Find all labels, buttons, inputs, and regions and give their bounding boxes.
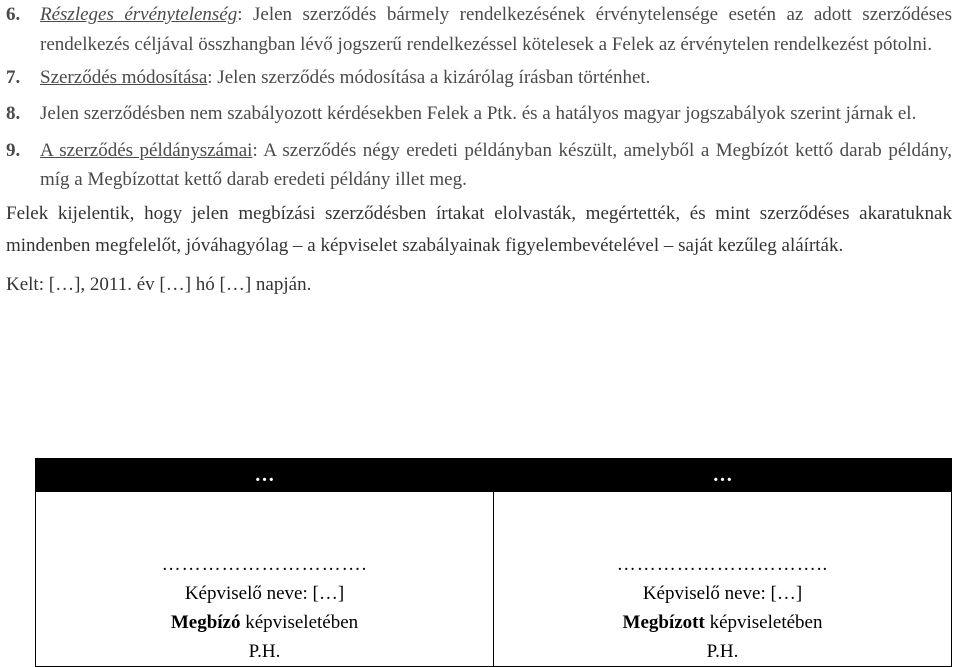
clause-8-text: Jelen szerződésben nem szabályozott kérdésekben Felek a Ptk. és a hatályos magyar jogszabályok szerint járnak el. xyxy=(40,103,917,124)
role-left-suffix: képviseletében xyxy=(240,612,359,633)
role-left xyxy=(36,608,493,637)
role-right-suffix: képviseletében xyxy=(704,612,823,633)
date-line: Kelt: […], 2011. év […] hó […] napján. xyxy=(6,274,312,295)
clause-6-text: : Jelen szerződés bármely rendelkezésének érvénytelensége esetén az adott szerződéses rendelkezés céljával összhangban lévő jogszerű rendelkezéssel kötelesek a Felek az érvénytelen rendelkezést pótolni. xyxy=(40,4,952,55)
signature-table xyxy=(35,458,952,667)
clause-7-number: 7. xyxy=(6,67,21,88)
representative-name-left: Képviselő neve: […] xyxy=(184,583,345,604)
signature-line-left: …………………………. xyxy=(161,554,368,575)
stamp-left: P.H. xyxy=(248,641,281,662)
signature-block-left xyxy=(36,492,494,667)
clause-9-text: : A szerződés négy eredeti példányban készült, amelyből a Megbízót kettő darab példány, míg a Megbízottat kettő darab eredeti példány illet meg. xyxy=(40,140,952,190)
clause-6-title: Részleges érvénytelenség xyxy=(40,4,238,25)
signature-body-row xyxy=(36,492,952,667)
closing-paragraph: Felek kijelentik, hogy jelen megbízási szerződésben írtakat elolvasták, megértették, és mint szerződéses akaratuknak mindenben megfelelőt, jóváhagyólag – a képviselet szabályainak figyelembevételével – saját kezűleg aláírták. xyxy=(6,203,952,256)
role-left-name: Megbízó xyxy=(170,612,241,633)
signature-line-right: ………………………….. xyxy=(616,554,829,575)
clause-7-text: : Jelen szerződés módosítása a kizárólag írásban történhet. xyxy=(207,67,651,88)
clause-9 xyxy=(6,136,952,194)
stamp-right: P.H. xyxy=(706,641,739,662)
role-right-name: Megbízott xyxy=(622,612,705,633)
representative-name-right: Képviselő neve: […] xyxy=(642,583,803,604)
signature-header-row xyxy=(36,459,952,492)
signature-header-right: … xyxy=(494,459,952,492)
clause-6 xyxy=(6,0,952,60)
clause-7-title: Szerződés módosítása xyxy=(40,67,208,88)
clause-9-number: 9. xyxy=(6,140,21,161)
clause-8-number: 8. xyxy=(6,103,21,124)
clause-6-number: 6. xyxy=(6,4,21,25)
role-right xyxy=(494,608,951,637)
document-page xyxy=(6,0,952,300)
clause-9-title: A szerződés példányszámai xyxy=(40,140,253,161)
signature-block-right xyxy=(494,492,952,667)
signature-header-left: … xyxy=(36,459,494,492)
clause-7 xyxy=(6,63,952,93)
clause-8 xyxy=(6,100,952,127)
